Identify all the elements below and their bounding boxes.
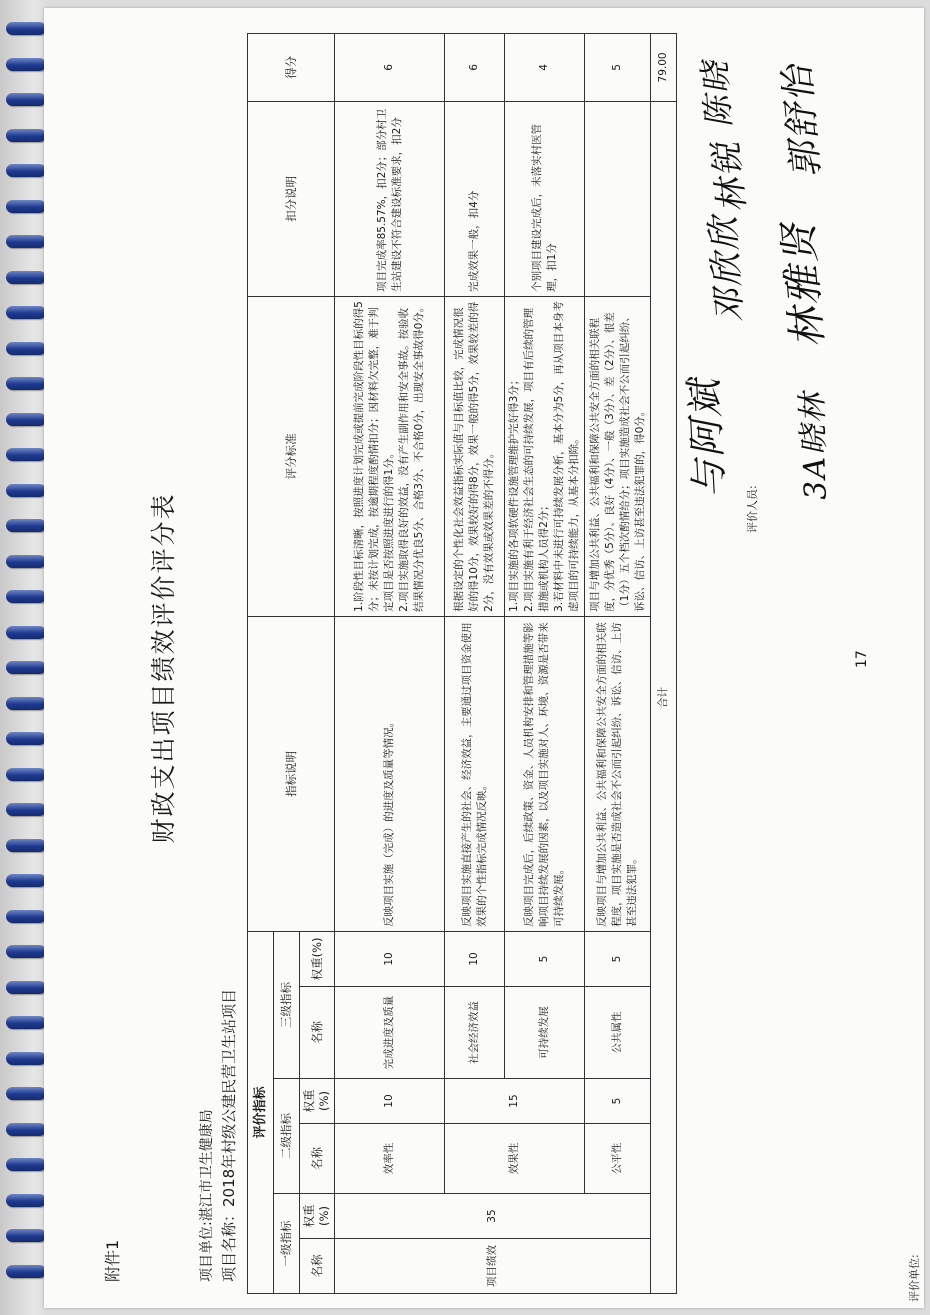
- handwritten-signature: 与阿斌: [681, 376, 733, 499]
- header-indicator-description: 指标说明: [248, 616, 335, 931]
- binding-ring: [6, 306, 46, 319]
- table-row: [445, 33, 505, 1293]
- binding-ring: [6, 590, 46, 603]
- binding-ring: [6, 484, 46, 497]
- binding-ring: [6, 1229, 46, 1242]
- binding-ring: [6, 803, 46, 816]
- level3-weight: 10: [335, 931, 445, 986]
- scoring-criteria: 1.项目实施的各项软硬件设施管理维护完好得3分； 2.项目实施有利于经济社会生态的可持续发展，项目有后续的管理措施或机构人员得2分； 3.若材料中未进行可持续发展分析，基本分为5分，再从项目本身考虑项目的可持续能力，从基本分扣除。: [505, 296, 585, 616]
- evaluator-label: 评价人员:: [746, 485, 759, 533]
- header-level3-indicator: 三级指标: [274, 931, 300, 1078]
- binding-ring: [6, 945, 46, 958]
- binding-ring: [6, 448, 46, 461]
- evaluation-score-table: [247, 33, 677, 1294]
- level3-name: 社会经济效益: [445, 987, 505, 1079]
- binding-ring: [6, 697, 46, 710]
- level3-name: 公共属性: [585, 987, 651, 1079]
- handwritten-signature: 陈晓: [695, 58, 739, 130]
- binding-ring: [6, 58, 46, 71]
- binding-ring: [6, 1123, 46, 1136]
- level3-weight: 5: [585, 931, 651, 986]
- binding-ring: [6, 626, 46, 639]
- binding-ring: [6, 342, 46, 355]
- binding-ring: [6, 910, 46, 923]
- page-number: 17: [854, 650, 870, 668]
- binding-ring: [6, 129, 46, 142]
- level3-name: 可持续发展: [505, 987, 585, 1079]
- binding-ring: [6, 22, 46, 35]
- scoring-criteria: 项目与增加公共利益、公共福利和保障公共安全方面的相关联程度，分优秀（5分）、良好（4分）、一般（3分）、差（2分）、很差（1分）五个档次酌情给分；项目实施造成社会不公而引起纠纷、诉讼、信访、上访甚至违法犯罪的，得0分。: [585, 296, 651, 616]
- binding-ring: [6, 555, 46, 568]
- project-name: 项目名称：2018年村级公建民营卫生站项目: [220, 988, 238, 1282]
- binding-ring: [6, 1052, 46, 1065]
- binding-ring: [6, 661, 46, 674]
- binding-ring: [6, 768, 46, 781]
- level2-name: 效率性: [335, 1124, 445, 1194]
- row-score: 6: [335, 33, 445, 101]
- binding-ring: [6, 519, 46, 532]
- evaluation-unit-label: 评价单位:: [908, 1254, 921, 1302]
- rotated-page-content: [44, 28, 924, 1308]
- attachment-label: 附件1: [103, 1239, 122, 1282]
- deduction-note: [585, 101, 651, 296]
- handwritten-signature: 邓欣欣: [703, 213, 751, 325]
- header-l1-name: 名称: [300, 1239, 335, 1294]
- binding-ring: [6, 1016, 46, 1029]
- table-row: [335, 33, 445, 1293]
- header-l1-weight: 权重(%): [300, 1194, 335, 1239]
- deduction-note: 完成效果一般，扣4分: [445, 101, 505, 296]
- binding-ring: [6, 200, 46, 213]
- project-unit: 项目单位:湛江市卫生健康局: [199, 1109, 215, 1282]
- total-score: 79.00: [651, 33, 677, 101]
- binding-ring: [6, 164, 46, 177]
- level3-name: 完成进度及质量: [335, 987, 445, 1079]
- level1-name: 项目绩效: [335, 1239, 651, 1294]
- header-level2-indicator: 二级指标: [274, 1079, 300, 1194]
- binding-ring: [6, 271, 46, 284]
- binding-ring: [6, 874, 46, 887]
- handwritten-signature: 3A晓林: [795, 390, 834, 501]
- handwritten-signature: 林雅贤: [775, 219, 833, 350]
- scoring-criteria: 1.阶段性目标清晰，按照进度计划完成或提前完成阶段性目标的得5分；未按计划完成，按逾期程度酌情扣分；因材料欠完整，难于判定项目是否按照进度进行的得1分。 2.项目实施取得良好的效益，没有产生副作用和安全事故。按验收结果情况分优良5分、合格3分、不合格0分，出现安全事故得0分。: [335, 296, 445, 616]
- level2-weight: 10: [335, 1079, 445, 1124]
- binding-ring: [6, 377, 46, 390]
- header-score: 得分: [248, 33, 335, 101]
- binding-ring: [6, 1194, 46, 1207]
- binding-ring: [6, 981, 46, 994]
- binding-ring: [6, 732, 46, 745]
- handwritten-signature: 郭舒怡: [777, 62, 828, 180]
- scoring-criteria: 根据设定的个性化社会效益指标实际值与目标值比较，完成情况很好的得10分，效果较好的得8分，效果一般的得5分，效果较差的得2分，没有效果或效果差的不得分。: [445, 296, 505, 616]
- header-scoring-criteria: 评分标准: [248, 296, 335, 616]
- total-row: [651, 33, 677, 1293]
- binding-ring: [6, 413, 46, 426]
- indicator-description: 反映项目与增加公共利益、公共福利和保障公共安全方面的相关联程度，项目实施是否造成社会不公而引起纠纷、诉讼、信访、上访甚至违法犯罪。: [585, 616, 651, 931]
- binding-ring: [6, 235, 46, 248]
- total-label: 合计: [651, 101, 677, 1293]
- indicator-description: 反映项目实施（完成）的进度及质量等情况。: [335, 616, 445, 931]
- handwritten-signature: 林锐: [706, 138, 754, 215]
- level3-weight: 5: [505, 931, 585, 986]
- header-evaluation-indicators: 评价指标: [248, 931, 274, 1293]
- level2-weight: 15: [445, 1079, 585, 1124]
- spiral-binding: [0, 0, 48, 1315]
- deduction-note: 项目完成率85.57%，扣2分；部分村卫生站建设不符合建设标准要求，扣2分: [335, 101, 445, 296]
- binding-ring: [6, 839, 46, 852]
- level2-name: 公平性: [585, 1124, 651, 1194]
- header-l2-weight: 权重(%): [300, 1079, 335, 1124]
- level2-name: 效果性: [445, 1124, 585, 1194]
- header-l2-name: 名称: [300, 1124, 335, 1194]
- level1-weight: 35: [335, 1194, 651, 1239]
- row-score: 5: [585, 33, 651, 101]
- header-deduction-notes: 扣分说明: [248, 101, 335, 296]
- table-row: [585, 33, 651, 1293]
- level2-weight: 5: [585, 1079, 651, 1124]
- binding-ring: [6, 1265, 46, 1278]
- binding-ring: [6, 1087, 46, 1100]
- indicator-description: 反映项目实施直接产生的社会、经济效益，主要通过项目资金使用效果的个性指标完成情况反映。: [445, 616, 505, 931]
- binding-ring: [6, 93, 46, 106]
- row-score: 6: [445, 33, 505, 101]
- header-l3-weight: 权重(%): [300, 931, 335, 986]
- level3-weight: 10: [445, 931, 505, 986]
- deduction-note: 个别项目建设完成后，未落实村医管理，扣1分: [505, 101, 585, 296]
- indicator-description: 反映项目完成后，后续政策、资金、人员机构安排和管理措施等影响项目持续发展的因素，以及项目实施对人、环境、资源是否带来可持续发展。: [505, 616, 585, 931]
- row-score: 4: [505, 33, 585, 101]
- document-title: 财政支出项目绩效评价评分表: [149, 492, 178, 844]
- header-l3-name: 名称: [300, 987, 335, 1079]
- binding-ring: [6, 1158, 46, 1171]
- header-level1-indicator: 一级指标: [274, 1194, 300, 1294]
